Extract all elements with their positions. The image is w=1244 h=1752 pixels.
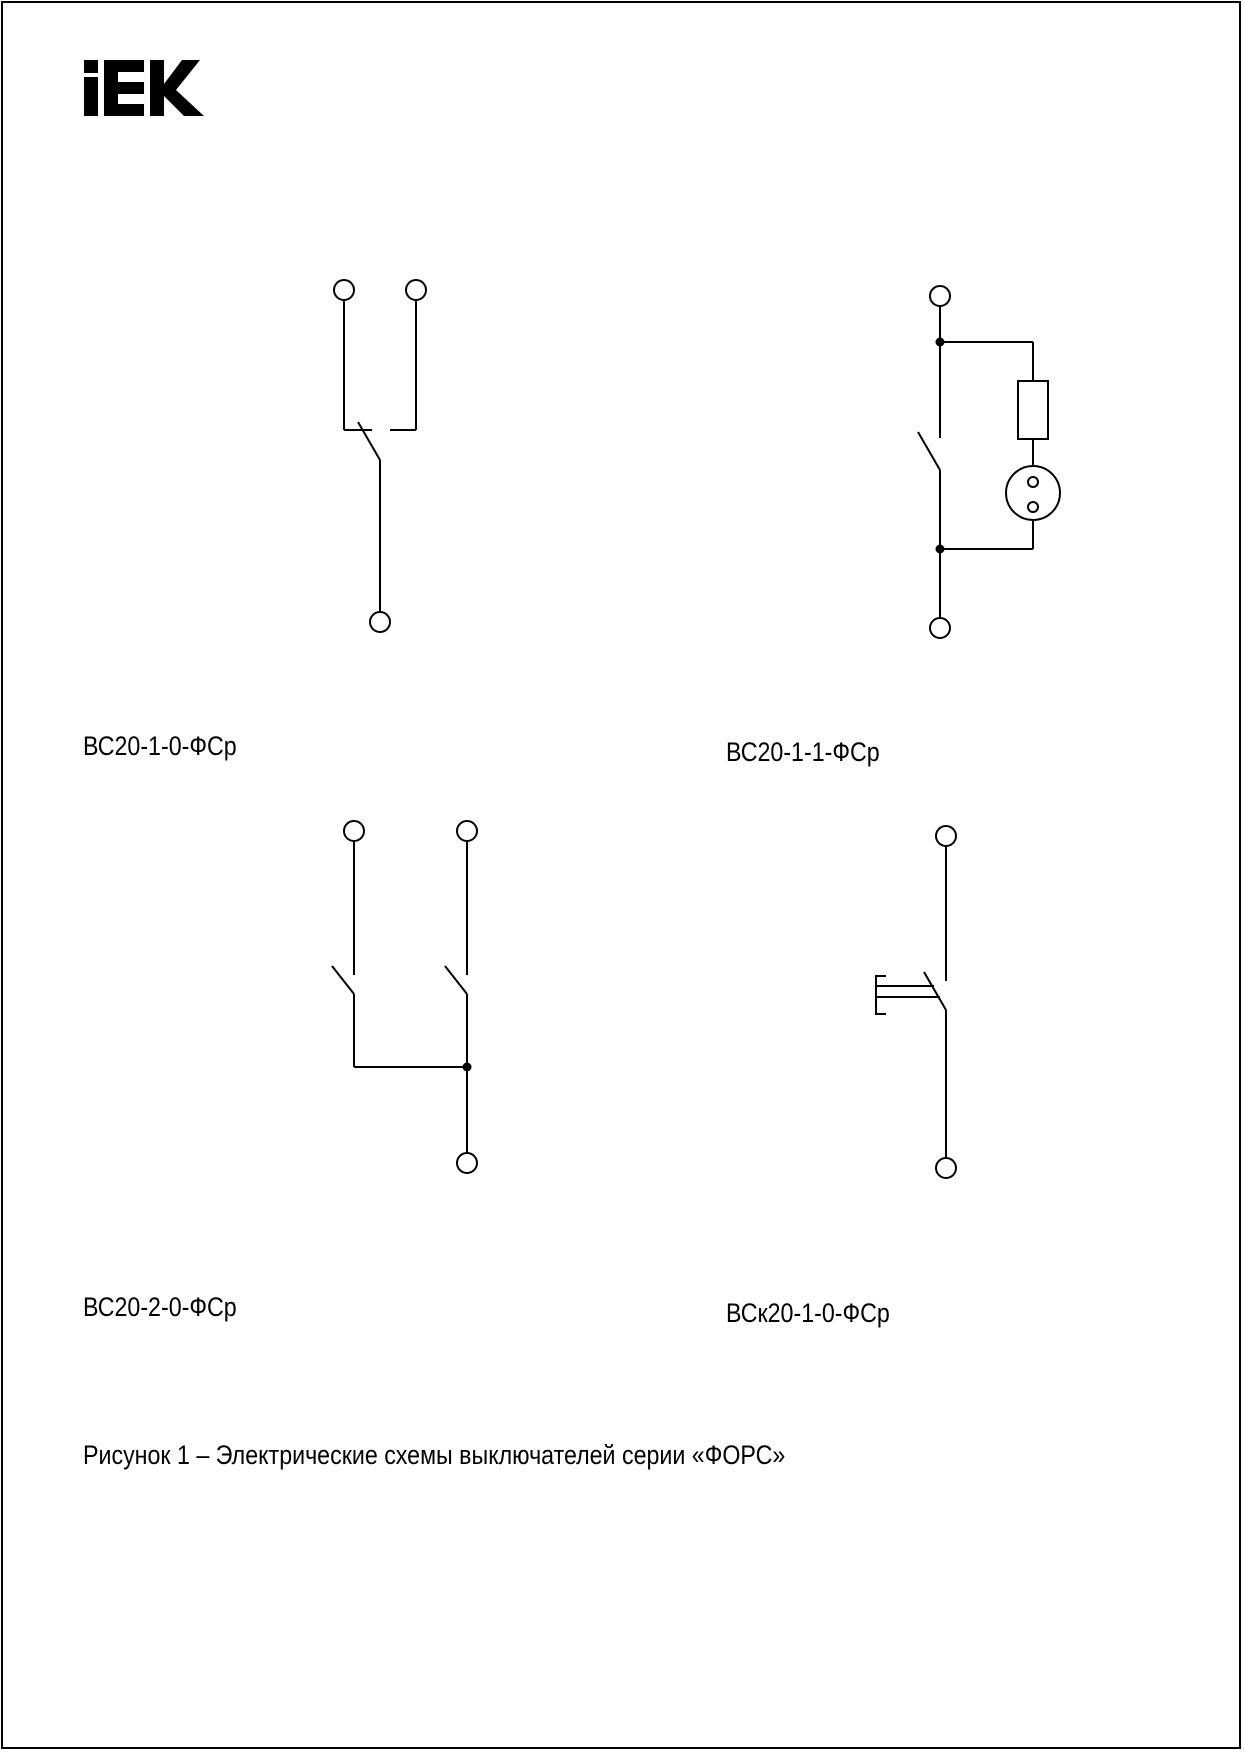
switch-contact bbox=[918, 432, 940, 470]
terminal-top-right bbox=[457, 821, 477, 841]
figure-caption: Рисунок 1 – Электрические схемы выключателей серии «ФОРС» bbox=[83, 1440, 786, 1470]
junction bbox=[463, 1063, 472, 1072]
lamp-electrode-bottom bbox=[1028, 502, 1038, 512]
terminal-top bbox=[936, 826, 956, 846]
terminal-bottom bbox=[936, 1158, 956, 1178]
diagram-label-1: ВС20-1-0-ФСр bbox=[83, 731, 237, 761]
diagram-bc20-2-0 bbox=[332, 821, 477, 1173]
diagram-label-2: ВС20-1-1-ФСр bbox=[726, 737, 880, 767]
diagram-bc20-1-1 bbox=[918, 286, 1060, 638]
diagram-label-3: ВС20-2-0-ФСр bbox=[83, 1292, 237, 1322]
push-button bbox=[876, 976, 886, 1014]
diagram-bc20-1-0 bbox=[334, 280, 426, 632]
terminal-top-right bbox=[406, 280, 426, 300]
resistor bbox=[1018, 381, 1048, 439]
terminal-bottom bbox=[370, 612, 390, 632]
lamp-electrode-top bbox=[1028, 477, 1038, 487]
terminal-top bbox=[930, 286, 950, 306]
switch-contact bbox=[358, 422, 380, 460]
terminal-top-left bbox=[334, 280, 354, 300]
terminal-bottom bbox=[457, 1153, 477, 1173]
diagram-bck20-1-0 bbox=[876, 826, 956, 1178]
diagram-label-4: ВСк20-1-0-ФСр bbox=[726, 1298, 890, 1328]
switch-contact-right bbox=[445, 966, 467, 994]
switch-contact bbox=[924, 972, 946, 1010]
terminal-bottom bbox=[930, 618, 950, 638]
terminal-top-left bbox=[344, 821, 364, 841]
switch-contact-left bbox=[332, 966, 354, 994]
